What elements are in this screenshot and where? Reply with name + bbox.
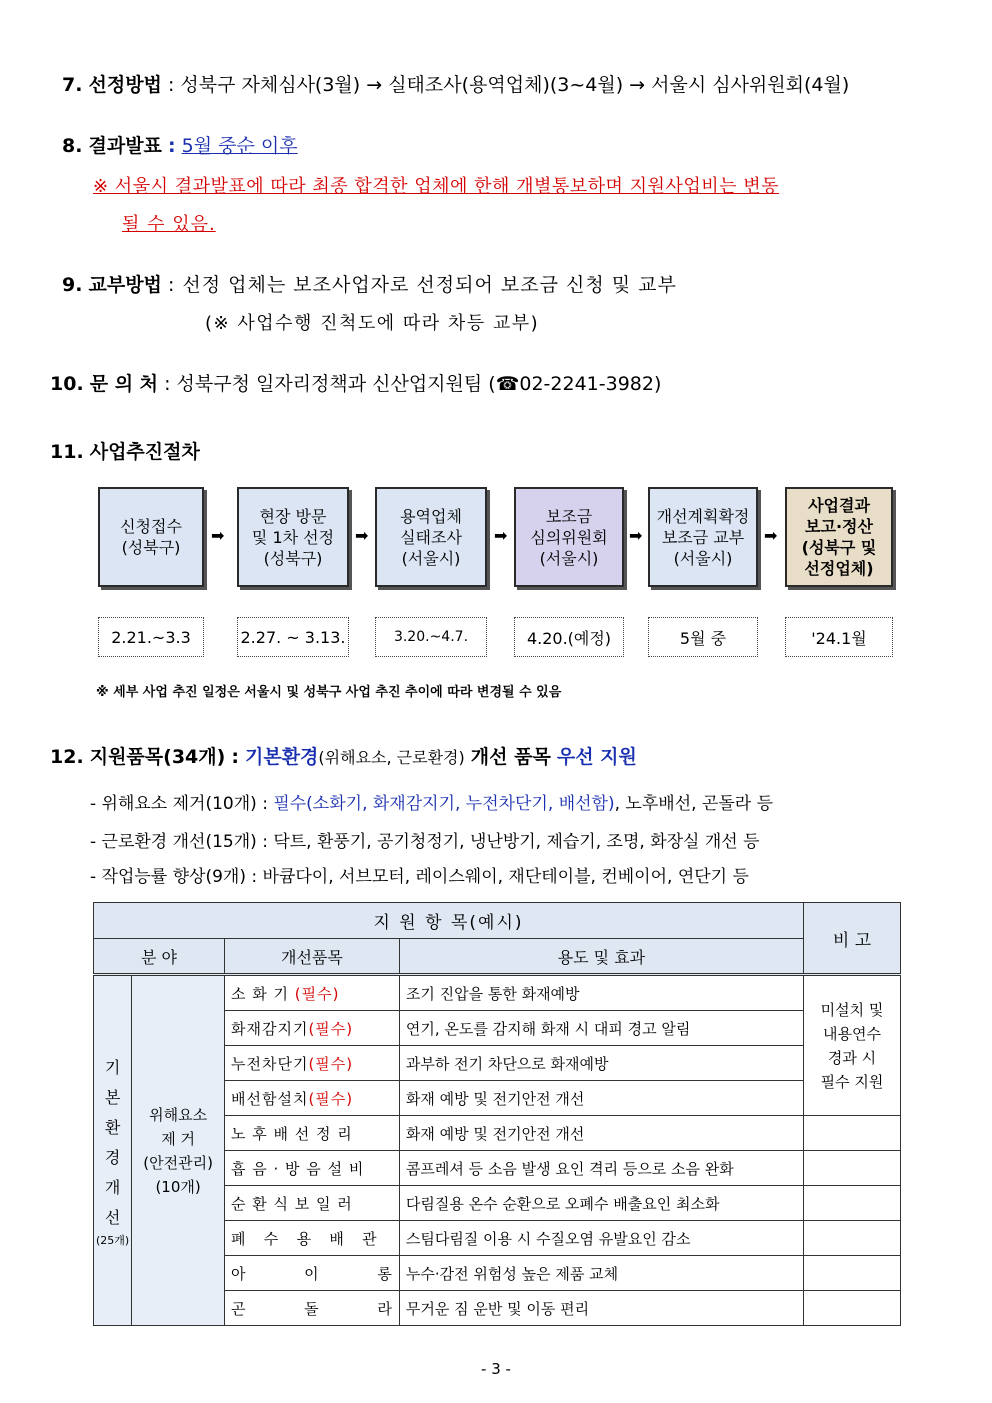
required-tag: (필수) <box>308 1054 354 1073</box>
section-10 <box>50 369 661 396</box>
item-name: 노 후 배 선 정 리 <box>225 1116 400 1151</box>
section-12-mid: 개선 품목 <box>470 746 551 768</box>
item-name-text: 누전차단기 <box>231 1054 309 1073</box>
required-tag: (필수) <box>308 1089 354 1108</box>
table-note-empty <box>804 1151 901 1186</box>
table-note: 미설치 및 내용연수 경과 시 필수 지원 <box>804 975 901 1116</box>
item-name: 순 환 식 보 일 러 <box>225 1186 400 1221</box>
section-7-title: 선정방법 <box>88 74 162 96</box>
category-basic-env-label: 기 본 환 경 개 선 <box>104 1057 121 1227</box>
process-step-2: 현장 방문 및 1차 선정 (성북구) <box>237 487 349 587</box>
process-date-6: '24.1월 <box>785 617 893 657</box>
table-note-empty <box>804 1291 901 1326</box>
section-7 <box>62 70 849 97</box>
item-name <box>225 1081 400 1116</box>
arrow-right-icon: ➡ <box>355 526 369 545</box>
bullet-work-env: - 근로환경 개선(15개) : 닥트, 환풍기, 공기청정기, 냉난방기, 제습기, 조명, 화장실 개선 등 <box>90 832 760 852</box>
bullet-hazard-suffix: , 노후배선, 곤돌라 등 <box>614 794 774 814</box>
process-step-1: 신청접수 (성북구) <box>98 487 204 587</box>
item-name-text: 소 화 기 <box>231 984 295 1003</box>
table-note-empty <box>804 1221 901 1256</box>
item-name: 곤 돌 라 <box>225 1291 400 1326</box>
table-note-empty <box>804 1116 901 1151</box>
table-head-main: 지 원 항 목(예시) <box>94 903 804 939</box>
section-9 <box>62 270 677 297</box>
result-date: 5월 중순 이후 <box>181 135 298 157</box>
process-date-2: 2.27. ~ 3.13. <box>237 617 349 657</box>
table-head-note: 비 고 <box>804 903 901 975</box>
process-date-1: 2.21.~3.3 <box>98 617 204 657</box>
bullet-hazard <box>90 789 773 814</box>
section-10-number: 10. <box>50 373 84 395</box>
section-12-number: 12. <box>50 746 84 768</box>
item-use: 다림질용 온수 순환으로 오폐수 배출요인 최소화 <box>399 1186 803 1221</box>
item-use: 화재 예방 및 전기안전 개선 <box>399 1081 803 1116</box>
item-name-text: 화재감지기 <box>231 1019 309 1038</box>
item-use: 콤프레셔 등 소음 발생 요인 격리 등으로 소음 완화 <box>399 1151 803 1186</box>
bullet-efficiency: - 작업능률 향상(9개) : 바큠다이, 서브모터, 레이스웨이, 재단테이블, 컨베이어, 연단기 등 <box>90 867 749 887</box>
arrow-right-icon: ➡ <box>629 526 643 545</box>
section-12-title: 지원품목(34개) <box>89 746 226 768</box>
table-head-item: 개선품목 <box>225 939 400 975</box>
category-basic-env <box>94 975 132 1326</box>
section-11 <box>50 437 200 464</box>
support-items-table <box>93 902 901 1326</box>
table-row <box>94 975 901 1011</box>
arrow-right-icon: ➡ <box>494 526 508 545</box>
item-use: 조기 진압을 통한 화재예방 <box>399 975 803 1011</box>
item-use: 과부하 전기 차단으로 화재예방 <box>399 1046 803 1081</box>
table-head-use: 용도 및 효과 <box>399 939 803 975</box>
item-name: 아 이 롱 <box>225 1256 400 1291</box>
item-name <box>225 975 400 1011</box>
required-tag: (필수) <box>308 1019 354 1038</box>
section-8-colon: : <box>167 135 176 157</box>
table-note-empty <box>804 1256 901 1291</box>
section-8-title: 결과발표 <box>88 135 162 157</box>
section-9-body: : 선정 업체는 보조사업자로 선정되어 보조금 신청 및 교부 <box>167 274 677 296</box>
section-11-title: 사업추진절차 <box>89 441 200 463</box>
section-12-end: 우선 지원 <box>556 746 637 768</box>
process-date-4: 4.20.(예정) <box>514 617 624 657</box>
category-hazard-removal: 위해요소 제 거 (안전관리) (10개) <box>132 975 225 1326</box>
section-7-body: : 성북구 자체심사(3월) → 실태조사(용역업체)(3~4월) → 서울시 심사위원회(4월) <box>167 74 850 96</box>
bullet-hazard-prefix: - 위해요소 제거(10개) : <box>90 794 274 814</box>
section-8-number: 8. <box>62 135 83 157</box>
item-use: 연기, 온도를 감지해 화재 시 대피 경고 알림 <box>399 1011 803 1046</box>
item-name: 폐 수 용 배 관 <box>225 1221 400 1256</box>
section-7-number: 7. <box>62 74 83 96</box>
section-8 <box>62 131 298 158</box>
section-8-note-line2: 될 수 있음. <box>122 214 216 235</box>
process-date-5: 5월 중 <box>648 617 758 657</box>
arrow-right-icon: ➡ <box>764 526 778 545</box>
item-name: 흡 음 · 방 음 설 비 <box>225 1151 400 1186</box>
section-12 <box>50 742 637 769</box>
process-step-5: 개선계획확정 보조금 교부 (서울시) <box>648 487 758 587</box>
section-9-title: 교부방법 <box>88 274 162 296</box>
section-12-paren: (위해요소, 근로환경) <box>318 748 465 767</box>
process-step-3: 용역업체 실태조사 (서울시) <box>375 487 487 587</box>
section-9-sub: (※ 사업수행 진척도에 따라 차등 교부) <box>205 313 540 334</box>
section-10-body: : 성북구청 일자리정책과 신산업지원팀 (☎02-2241-3982) <box>164 373 662 395</box>
category-basic-env-count: (25개) <box>95 1233 130 1247</box>
bullet-hazard-required: 필수(소화기, 화재감지기, 누전차단기, 배선함) <box>273 794 615 814</box>
process-step-4: 보조금 심의위원회 (서울시) <box>514 487 624 587</box>
section-10-title: 문 의 처 <box>89 373 159 395</box>
arrow-right-icon: ➡ <box>211 526 225 545</box>
section-8-note-line1: ※ 서울시 결과발표에 따라 최종 합격한 업체에 한해 개별통보하며 지원사업비는 변동 <box>93 176 779 197</box>
item-name <box>225 1046 400 1081</box>
item-use: 누수·감전 위험성 높은 제품 교체 <box>399 1256 803 1291</box>
required-tag: (필수) <box>294 984 340 1003</box>
table-head-field: 분 야 <box>94 939 225 975</box>
section-12-highlight: 기본환경 <box>245 746 319 768</box>
item-use: 스팀다림질 이용 시 수질오염 유발요인 감소 <box>399 1221 803 1256</box>
process-date-3: 3.20.~4.7. <box>375 617 487 657</box>
item-use: 무거운 짐 운반 및 이동 편리 <box>399 1291 803 1326</box>
table-note-empty <box>804 1186 901 1221</box>
section-9-number: 9. <box>62 274 83 296</box>
item-name-text: 배선함설치 <box>231 1089 309 1108</box>
section-11-number: 11. <box>50 441 84 463</box>
item-name <box>225 1011 400 1046</box>
page-number: - 3 - <box>481 1360 511 1378</box>
process-step-6: 사업결과 보고·정산 (성북구 및 선정업체) <box>785 487 893 587</box>
item-use: 화재 예방 및 전기안전 개선 <box>399 1116 803 1151</box>
process-note: ※ 세부 사업 추진 일정은 서울시 및 성북구 사업 추진 추이에 따라 변경될 수 있음 <box>96 685 562 700</box>
section-12-colon: : <box>231 746 239 768</box>
